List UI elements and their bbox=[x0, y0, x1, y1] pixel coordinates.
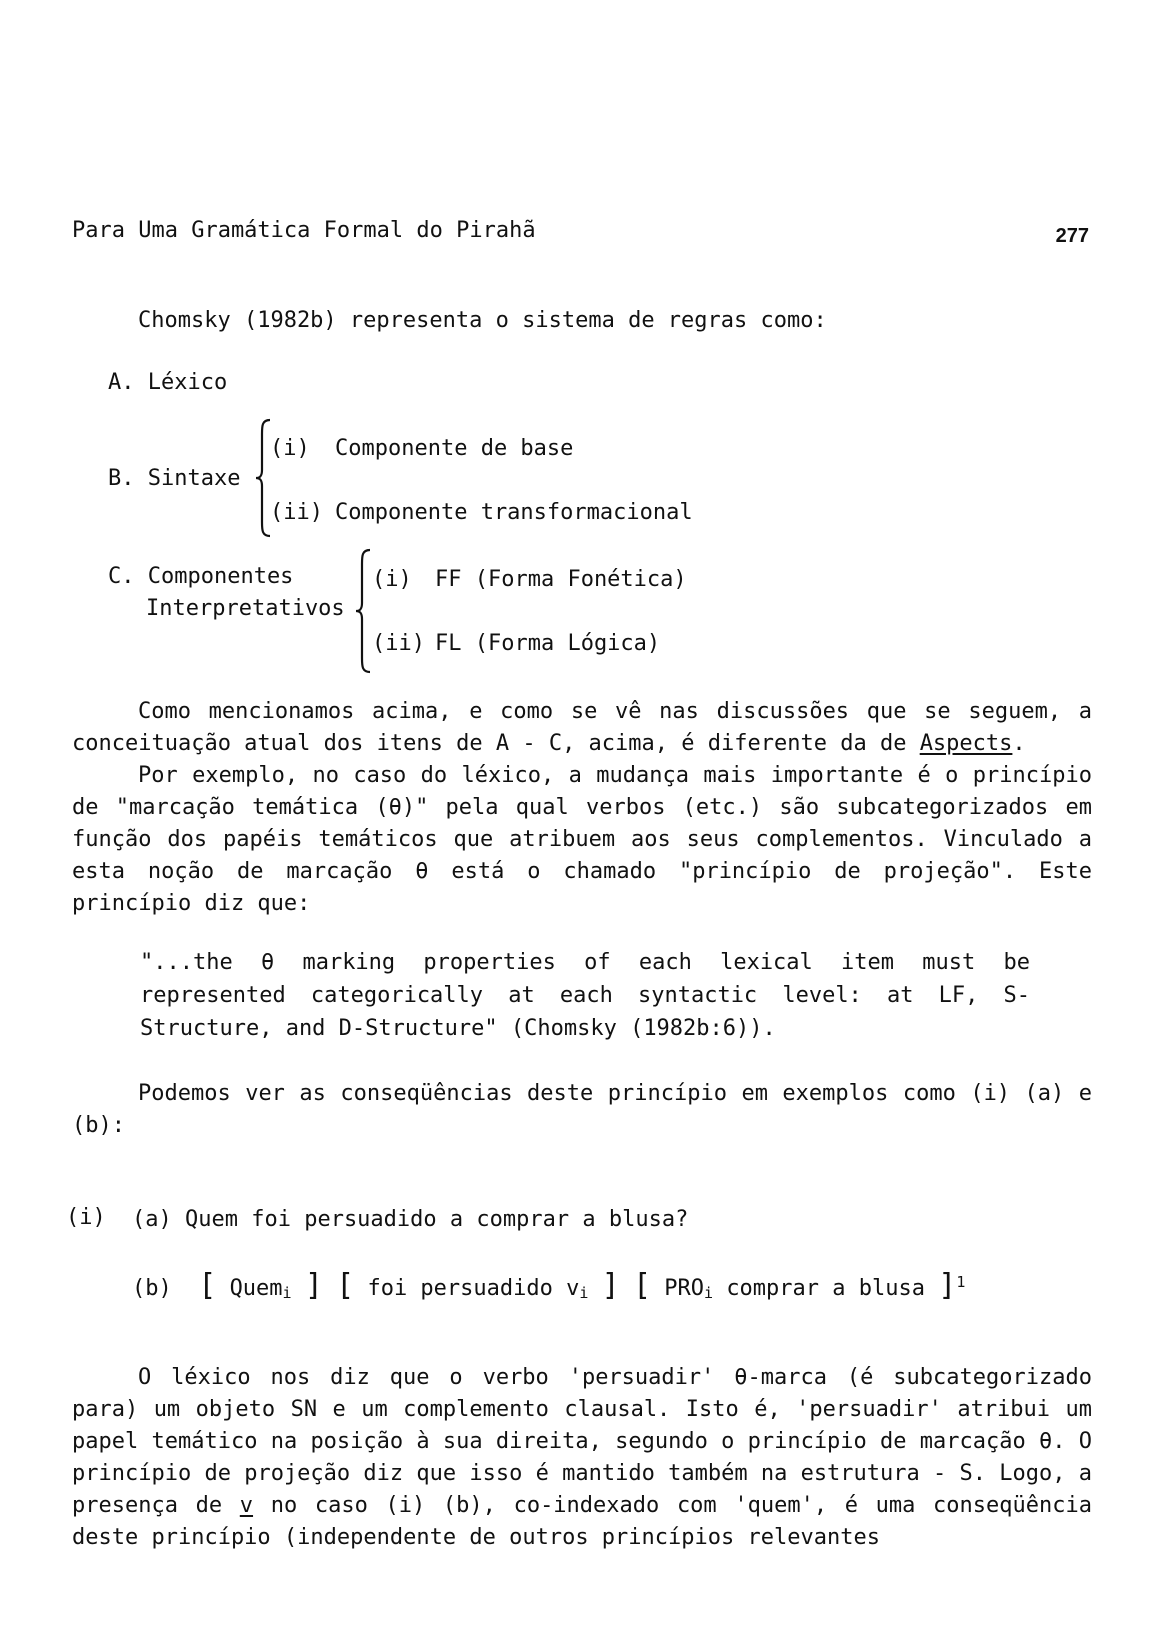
example-a-sentence: Quem foi persuadido a comprar a blusa? bbox=[185, 1207, 689, 1232]
close-bracket-icon: ] bbox=[601, 1268, 620, 1303]
outline-c-brace bbox=[354, 548, 372, 674]
paragraph-1-text: Como mencionamos acima, e como se vê nas discussões que se seguem, a conceituação atual dos itens de A - C, acima, é diferente da de bbox=[72, 699, 1092, 756]
paragraph-1-end: . bbox=[1012, 731, 1026, 756]
example-b-clause: comprar a blusa bbox=[726, 1276, 925, 1301]
example-b-quem: Quem bbox=[229, 1276, 283, 1301]
example-b bbox=[132, 1268, 965, 1303]
paragraph-1 bbox=[72, 696, 1092, 760]
outline-b-item-2-text: Componente transformacional bbox=[335, 500, 693, 525]
outline-c-label-line2: Interpretativos bbox=[146, 596, 345, 621]
index-i: i bbox=[579, 1284, 589, 1302]
paragraph-3: Podemos ver as conseqüências deste princípio em exemplos como (i) (a) e (b): bbox=[72, 1081, 1092, 1138]
outline-c-item-1-num: (i) bbox=[372, 567, 412, 592]
index-i: i bbox=[282, 1284, 292, 1302]
v-symbol: v bbox=[239, 1493, 254, 1518]
outline-a-label: A. Léxico bbox=[108, 370, 228, 395]
open-bracket-icon: [ bbox=[632, 1268, 652, 1303]
paragraph-4-end: no caso (i) (b), co-indexado com 'quem', é uma conseqüência deste princípio (independente de outros princípios relevantes bbox=[72, 1493, 1092, 1550]
example-a bbox=[132, 1207, 688, 1232]
aspects-reference: Aspects bbox=[919, 731, 1013, 756]
block-quote: "...the θ marking properties of each lexical item must be represented categorically at each syntactic level: at LF, S-Structure, and D-Structure" (Chomsky (1982b:6)). bbox=[140, 950, 1030, 1041]
outline-b-item-1-num: (i) bbox=[270, 436, 310, 461]
outline-c-item-1-text: FF (Forma Fonética) bbox=[435, 567, 687, 592]
close-bracket-icon: ] bbox=[304, 1268, 323, 1303]
outline-b-label: B. Sintaxe bbox=[108, 466, 241, 491]
outline-c-item-2-text: FL (Forma Lógica) bbox=[435, 631, 661, 656]
paragraph-2: Por exemplo, no caso do léxico, a mudança mais importante é o princípio de "marcação temática (θ)" pela qual verbos (etc.) são subcategorizados em função dos papéis temáticos que atribuem aos seus complementos. Vinculado a esta noção de marcação θ está o chamado "princípio de projeção". Este princípio diz que: bbox=[72, 763, 1092, 916]
outline-b-item-1-text: Componente de base bbox=[335, 436, 574, 461]
running-header-title: Para Uma Gramática Formal do Pirahã bbox=[72, 218, 536, 243]
outline-c-item-2-num: (ii) bbox=[372, 631, 425, 656]
example-b-vp: foi persuadido v bbox=[367, 1276, 580, 1301]
example-a-label: (a) bbox=[132, 1207, 172, 1232]
example-b-pro: PRO bbox=[664, 1276, 705, 1301]
intro-sentence: Chomsky (1982b) representa o sistema de regras como: bbox=[138, 308, 827, 333]
paragraph-4-text: O léxico nos diz que o verbo 'persuadir' θ-marca (é subcategorizado para) um objeto SN e um complemento clausal. Isto é, 'persuadir' atribui um papel temático na posição à sua direita, segundo o princípio de marcação θ. O princípio de projeção diz que isso é mantido também na estrutura - S. Logo, a presença de bbox=[72, 1365, 1092, 1518]
page-number: 277 bbox=[1055, 225, 1089, 247]
close-bracket-icon: ] bbox=[938, 1268, 957, 1303]
example-b-label: (b) bbox=[132, 1276, 172, 1301]
open-bracket-icon: [ bbox=[336, 1268, 355, 1303]
outline-b-item-2-num: (ii) bbox=[270, 500, 323, 525]
outline-c-label-line1: C. Componentes bbox=[108, 564, 294, 589]
open-bracket-icon: [ bbox=[198, 1268, 217, 1303]
footnote-marker: 1 bbox=[956, 1273, 966, 1291]
example-number: (i) bbox=[66, 1205, 106, 1230]
index-i: i bbox=[704, 1284, 714, 1302]
paragraph-4 bbox=[72, 1362, 1092, 1554]
